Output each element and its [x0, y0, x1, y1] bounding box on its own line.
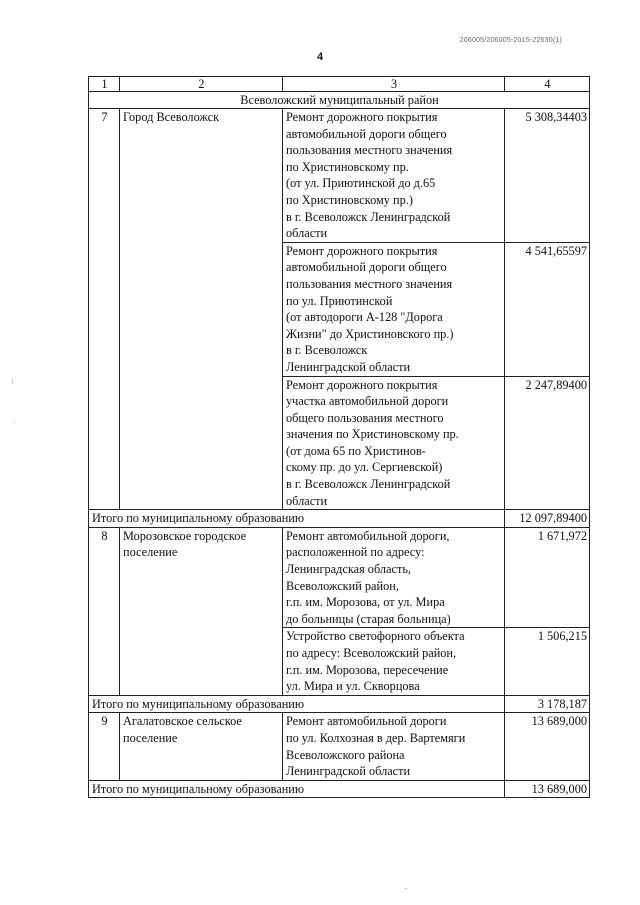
work-description: Ремонт дорожного покрытия участка автомобильной дороги общего пользования местного значения по Христиновскому пр. (от дома 65 по Христинов- скому пр. до ул. Сергиевской) в г. Всеволожск Ленинградской области [283, 376, 505, 510]
column-number: 2 [120, 77, 283, 92]
work-amount: 2 247,89400 [505, 376, 590, 510]
total-row [89, 780, 590, 798]
work-description: Ремонт автомобильной дороги, расположенной по адресу: Ленинградская область, Всеволожский район, г.п. им. Морозова, от ул. Мира до больницы (старая больница) [283, 527, 505, 628]
total-amount: 3 178,187 [505, 695, 590, 713]
scan-speck [405, 888, 407, 889]
work-amount: 4 541,65597 [505, 242, 590, 376]
work-amount: 5 308,34403 [505, 109, 590, 243]
funding-table [88, 76, 590, 798]
municipality-name: Морозовское городское поселение [120, 527, 283, 695]
row-number: 8 [89, 527, 120, 695]
row-number: 7 [89, 109, 120, 510]
municipality-name: Агалатовское сельское поселение [120, 713, 283, 780]
column-number-row [89, 77, 590, 92]
total-amount: 12 097,89400 [505, 510, 590, 528]
work-description: Ремонт автомобильной дороги по ул. Колхозная в дер. Вартемяги Всеволожского района Ленинградской области [283, 713, 505, 780]
total-label: Итого по муниципальному образованию [89, 780, 505, 798]
work-row [89, 527, 590, 628]
total-amount: 13 689,000 [505, 780, 590, 798]
work-row [89, 713, 590, 780]
row-number: 9 [89, 713, 120, 780]
scan-speck [12, 380, 13, 383]
column-number: 1 [89, 77, 120, 92]
total-label: Итого по муниципальному образованию [89, 695, 505, 713]
work-amount: 1 671,972 [505, 527, 590, 628]
district-row [89, 92, 590, 109]
total-row [89, 510, 590, 528]
total-row [89, 695, 590, 713]
total-label: Итого по муниципальному образованию [89, 510, 505, 528]
municipality-name: Город Всеволожск [120, 109, 283, 510]
work-description: Устройство светофорного объекта по адресу: Всеволожский район, г.п. им. Морозова, пересечение ул. Мира и ул. Скворцова [283, 628, 505, 695]
document-code: 206005/206005-2015-22630(1) [459, 37, 562, 44]
district-name: Всеволожский муниципальный район [89, 92, 590, 109]
work-row [89, 109, 590, 243]
work-description: Ремонт дорожного покрытия автомобильной дороги общего пользования местного значения по ул. Приютинской (от автодороги А-128 "Дорога Жизни" до Христиновского пр.) в г. Всеволожск Ленинградской области [283, 242, 505, 376]
page-number: 4 [316, 51, 324, 63]
column-number: 3 [283, 77, 505, 92]
work-amount: 1 506,215 [505, 628, 590, 695]
work-description: Ремонт дорожного покрытия автомобильной дороги общего пользования местного значения по Христиновскому пр. (от ул. Приютинской до д.65 по Христиновскому пр.) в г. Всеволожск Ленинградской области [283, 109, 505, 243]
column-number: 4 [505, 77, 590, 92]
work-amount: 13 689,000 [505, 713, 590, 780]
scan-speck [14, 420, 15, 422]
